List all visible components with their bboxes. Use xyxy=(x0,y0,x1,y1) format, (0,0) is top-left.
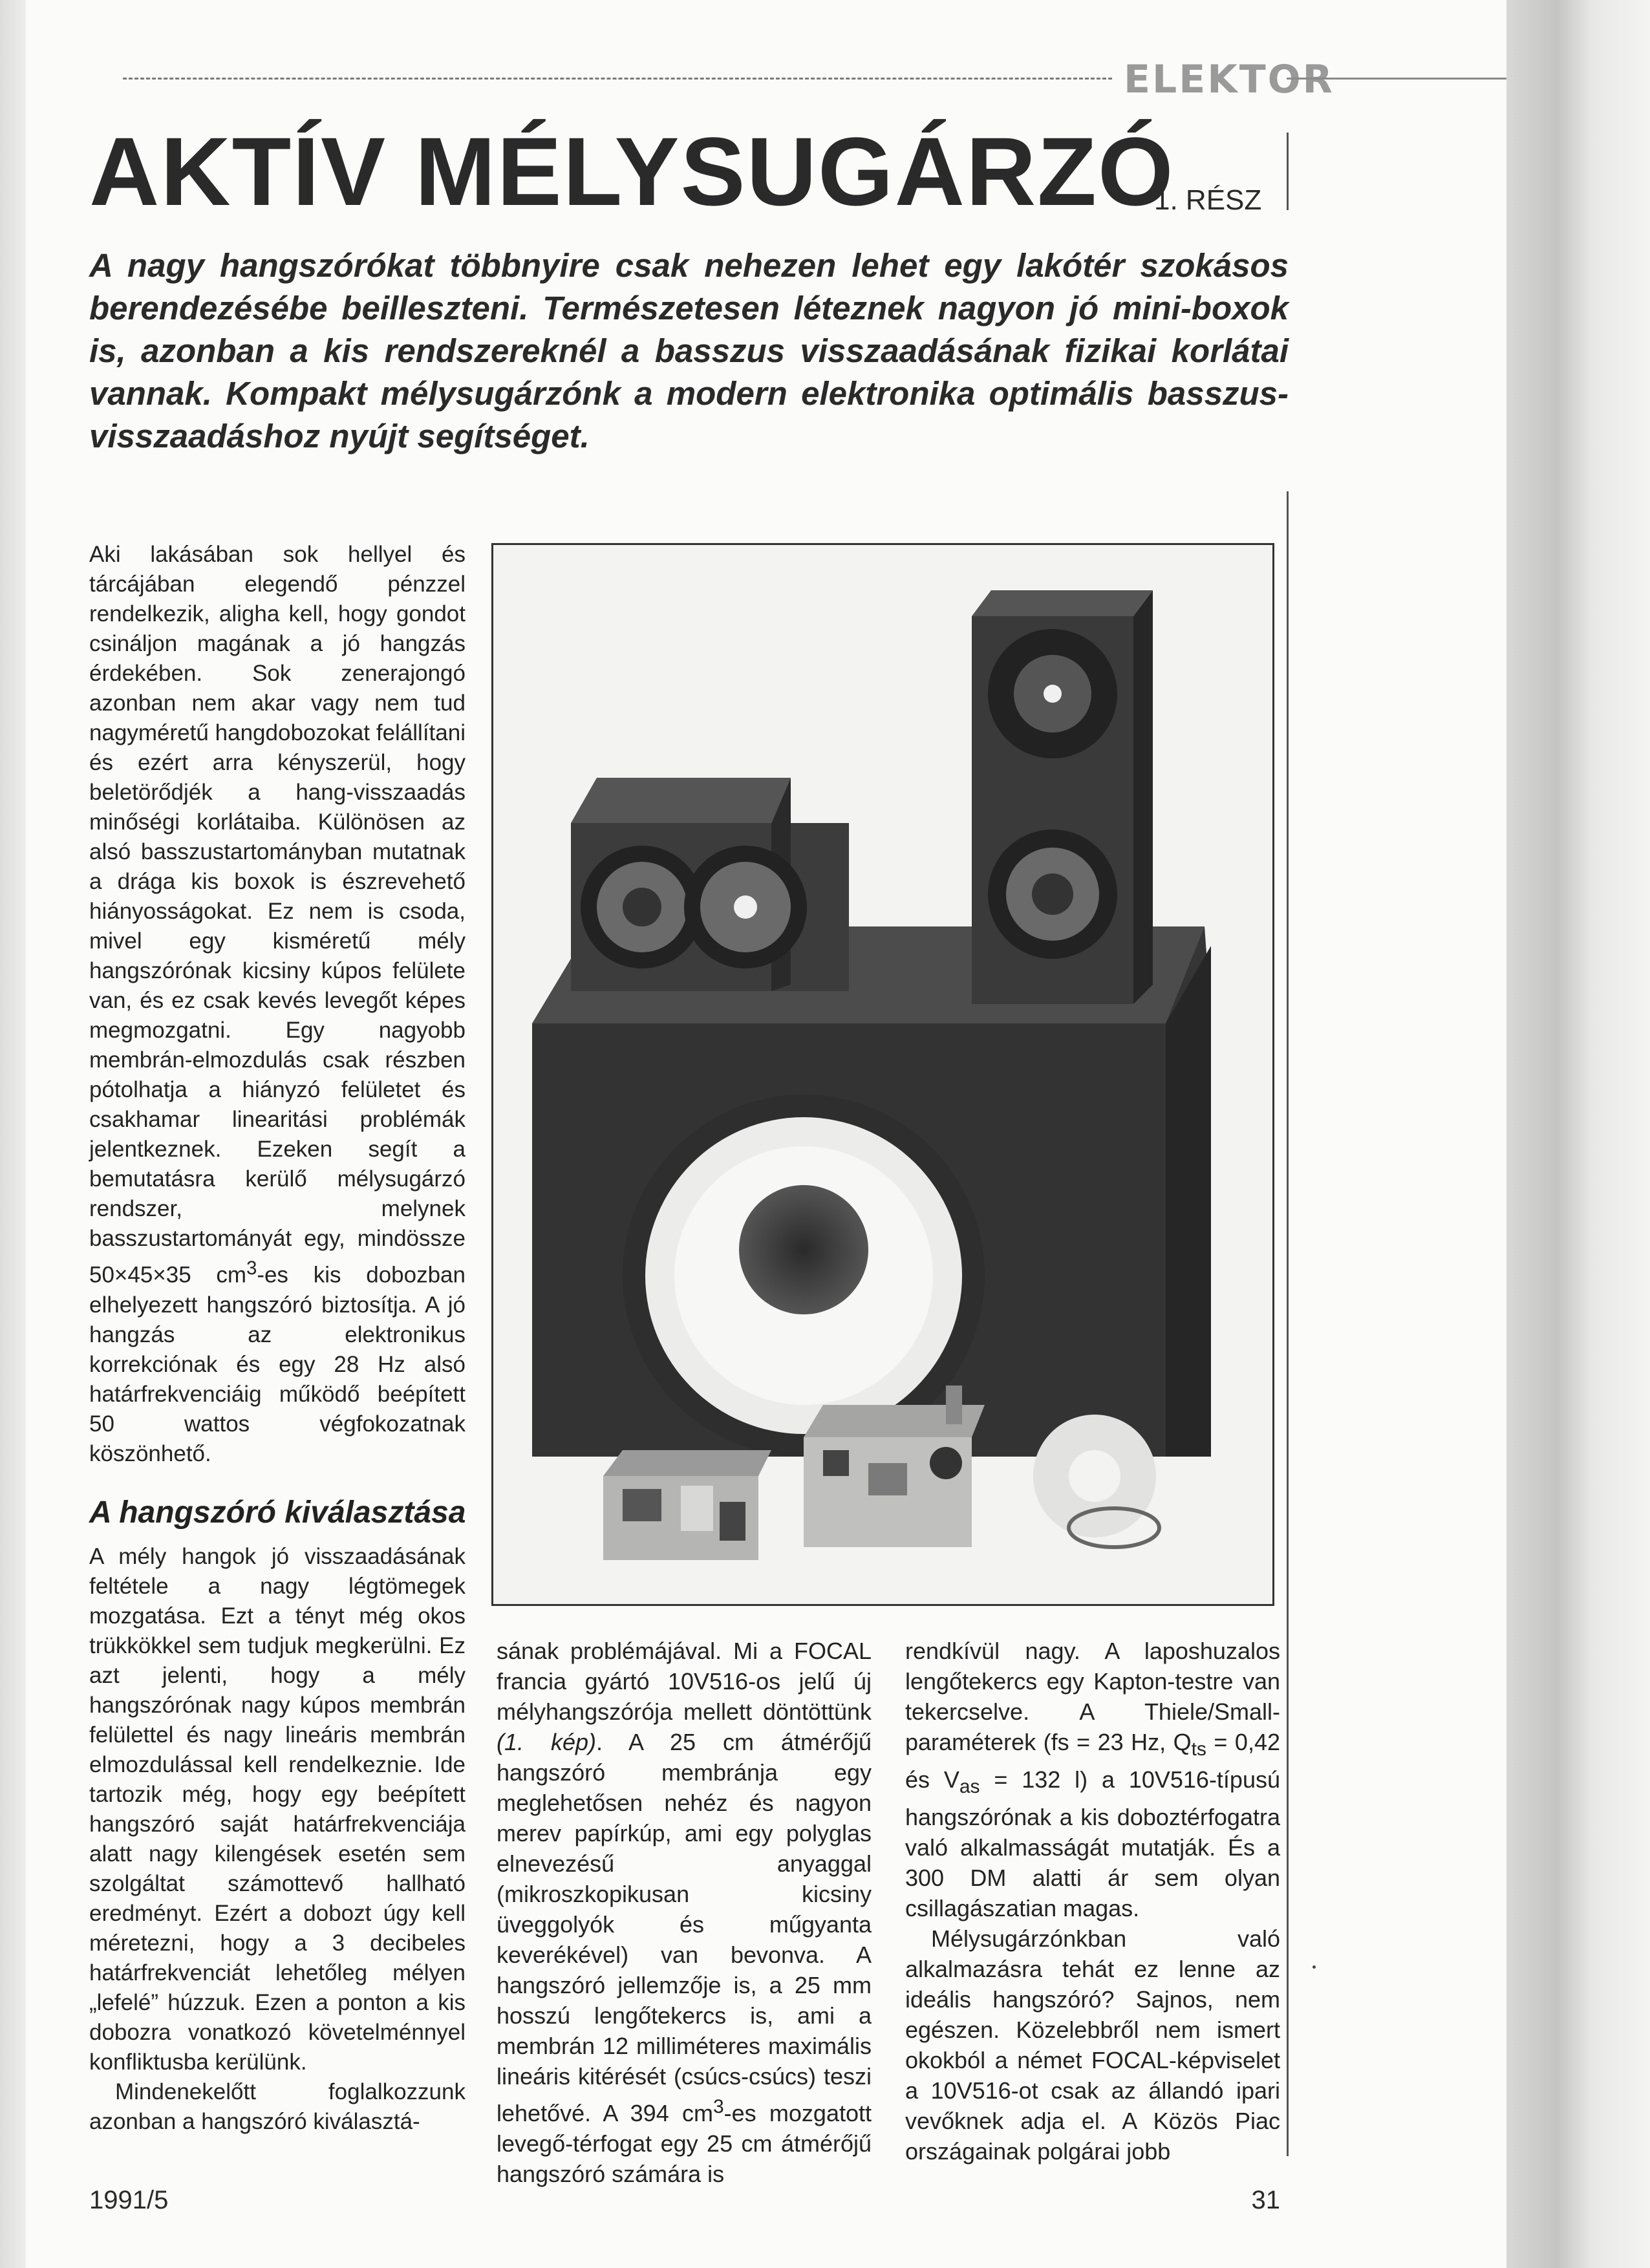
intro-text-b: -es kis dobozban elhelyezett hangszóró biztosítja. A jó hangzás az elektronikus korrekciónak és egy 28 Hz alsó határfrekvenciáig működő beépített 50 wattos végfokozatnak köszönhető. xyxy=(89,1262,466,1466)
vas-subscript: as xyxy=(959,1776,980,1798)
speaker-illustration xyxy=(493,545,1272,1604)
qts-subscript: ts xyxy=(1191,1738,1206,1760)
right-text-c: = 132 l) a 10V516-típusú hangszórónak a kis doboztérfogatra való alkalmasságát mutatják. És a 300 DM alatti ár sem olyan csillagászatian magas. xyxy=(905,1766,1280,1922)
article-title: AKTÍV MÉLYSUGÁRZÓ xyxy=(89,117,1175,226)
intro-text-a: Aki lakásában sok hellyel és tárcájában elegendő pénzzel rendelkezik, aligha kell, hogy gondot csináljon magának a jó hangzás érdekében. Sok zenerajongó azonban nem akar vagy nem tud nagyméretű hangdobozokat felállítani és ezért arra kényszerül, hogy beletörődjék a hang-visszaadás minőségi korlátaiba. Különösen az alsó basszustartományban mutatnak a drága kis boxok is észrevehető hiányosságokat. Ez nem is csoda, mivel egy kisméretű mély hangszórónak kicsiny kúpos felülete van, és ez csak kevés levegőt képes megmozgatni. Egy nagyobb membrán-elmozdulás csak részben pótolhatja a hiányzó felületet és csakhamar linearitási problémák jelentkeznek. Ezeken segít a bemutatásra kerülő mélysugárzó rendszer, melynek basszustartományát egy, mindössze 50×45×35 cm xyxy=(89,542,466,1288)
right-text-a: rendkívül nagy. A laposhuzalos lengőtekercs egy Kapton-testre van tekercselve. A Thiele/Small-paraméterek (fs = 23 Hz, Q xyxy=(905,1638,1280,1755)
intro-paragraph xyxy=(89,540,466,1469)
middle-paragraph xyxy=(497,1636,872,2189)
header-rule-right xyxy=(1287,78,1506,80)
binding-shadow xyxy=(1506,0,1650,2268)
article-part: 1. RÉSZ xyxy=(1154,184,1262,216)
section-heading: A hangszóró kiválasztása xyxy=(89,1495,466,1530)
middle-superscript: 3 xyxy=(712,2096,724,2117)
section-paragraph-2: Mindenekelőtt foglalkozzunk azonban a hangszóró kiválasztá- xyxy=(89,2079,466,2134)
issue-number: 1991/5 xyxy=(89,2186,169,2214)
speaker-photo xyxy=(491,543,1274,1606)
middle-text-2: . A 25 cm átmérőjű hangszóró membránja egy meglehetősen nehéz és nagyon merev papírkúp, ami egy polyglas elnevezésű anyaggal (mikroszkopikusan kicsiny üveggolyók és műgyanta keverékével) van bevonva. A hangszóró jellemzője is, a 25 mm hosszú lengőtekercs is, ami a membrán 12 milliméteres maximális lineáris kitérését (csúcs-csúcs) teszi lehetővé. A 394 cm xyxy=(497,1729,872,2126)
middle-column xyxy=(497,1636,872,2187)
brand-logo: ELEKTOR xyxy=(1124,57,1334,102)
right-text-b: = 0,42 és V xyxy=(905,1729,1280,1793)
section-paragraph-1: A mély hangok jó visszaadásának feltétele a nagy légtömegek mozgatása. Ezt a tényt még okos trükkökkel sem tudjuk megkerülni. Ez azt jelenti, hogy a mély hangszórónak nagy kúpos membrán felülettel és nagy lineáris membrán elmozdulással kell rendelkeznie. Ide tartozik még, hogy egy beépített hangszóró saját határfrekvenciája alatt nagy kilengések esetén sem szolgáltat számottevő hallható eredményt. Ezért a dobozt úgy kell méretezni, hogy a 3 decibeles határfrekvenciát lehetőleg mélyen „lefelé” húzzuk. Ezen a ponton a kis dobozra vonatkozó követelménnyel konfliktusba kerülünk. xyxy=(89,1544,466,2075)
satellite-speaker-vertical xyxy=(972,590,1153,1004)
column-rule xyxy=(1287,491,1289,2156)
right-paragraph-2: Mélysugárzónkban való alkalmazásra tehát ez lenne az ideális hangszóró? Sajnos, nem egészen. Közelebbről nem ismert okokból a német FOCAL-képviselet a 10V516-ot csak az állandó ipari vevőknek adja el. A Közös Piac országainak polgárai jobb xyxy=(905,1925,1280,2165)
intro-superscript: 3 xyxy=(246,1258,257,1279)
lead-paragraph: A nagy hangszórókat többnyire csak nehezen lehet egy lakótér szokásos berendezésébe beilleszteni. Természetesen léteznek nagyon jó mini-boxok is, azonban a kis rendszereknél a basszus visszaadásának fizikai korlátai vannak. Kompakt mélysugárzónk a modern elektronika optimális basszus-visszaadáshoz nyújt segítséget. xyxy=(89,247,1289,455)
middle-text-3: -es mozgatott levegő-térfogat egy 25 cm átmérőjű hangszóró számára is xyxy=(497,2100,872,2187)
subwoofer-cabinet xyxy=(532,926,1211,1457)
middle-text-1: sának problémájával. Mi a FOCAL francia gyártó 10V516-os jelű új mélyhangszórója mellett döntöttünk xyxy=(497,1638,872,1725)
right-paragraph-1 xyxy=(905,1636,1280,1923)
column-rule-top xyxy=(1287,133,1289,210)
right-column xyxy=(905,1636,1280,2165)
figure-reference: (1. kép) xyxy=(497,1729,597,1755)
header-rule xyxy=(123,78,1112,80)
intro-column xyxy=(89,540,466,1471)
section-column xyxy=(89,1542,466,2176)
print-speck xyxy=(1312,1965,1316,1969)
page-number: 31 xyxy=(1251,2186,1280,2214)
